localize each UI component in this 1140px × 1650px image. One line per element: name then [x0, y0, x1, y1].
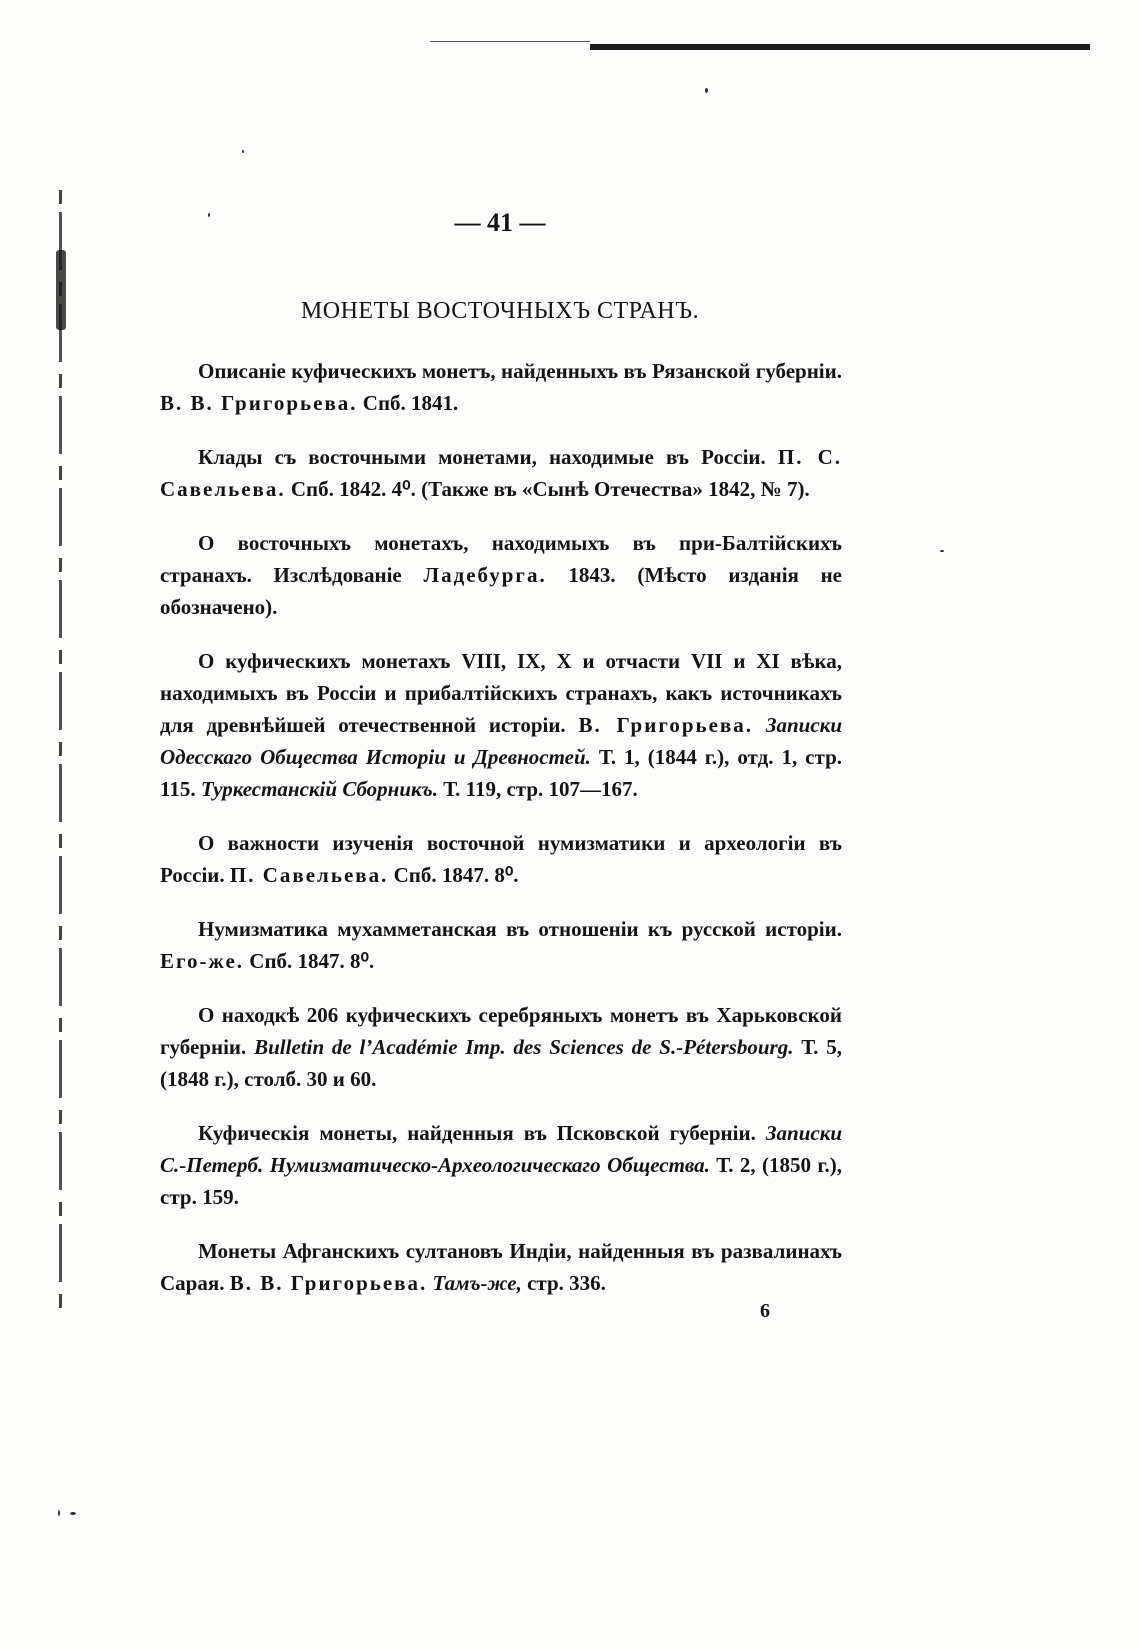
entry-details: Спб. 1842. 4⁰. (Также въ «Сынѣ Отечества» 1842, № 7). [290, 477, 810, 501]
entry-title: Клады съ восточными монетами, находимые въ Россіи. [198, 445, 766, 469]
scan-speck [58, 1510, 60, 1516]
entry-title: О куфическихъ монетахъ VIII, IX, X и отчасти VII и XI вѣка, находимыхъ въ Россіи и прибалтійскихъ странахъ, какъ источникахъ для древнѣйшей отечественной исторіи. [160, 649, 842, 737]
bibliography-entry [160, 1117, 842, 1213]
entry-details: стр. 336. [527, 1271, 606, 1295]
entry-title: Монеты Афганскихъ султановъ Индіи, найденныя въ развалинахъ Сарая. [160, 1239, 842, 1295]
entry-journal: Записки Одесскаго Общества Исторіи и Древностей. [160, 713, 842, 769]
entry-details: Спб. 1841. [362, 391, 459, 415]
binding-gutter-marks [59, 190, 62, 1310]
top-thin-rule [430, 41, 590, 42]
entry-details: 1843. (Мѣсто изданія не обозначено). [160, 563, 843, 619]
bibliography-entry [160, 913, 842, 977]
bibliography-entry [160, 527, 842, 623]
entry-title: О восточныхъ монетахъ, находимыхъ въ при-Балтійскихъ странахъ. Изслѣдованіе [160, 531, 842, 587]
entry-details: Т. 119, стр. 107—167. [443, 777, 638, 801]
entry-title: О находкѣ 206 куфическихъ серебряныхъ монетъ въ Харьковской губерніи. [160, 1003, 842, 1059]
bibliography-entry [160, 645, 842, 805]
entry-details: Т. 2, (1850 г.), стр. 159. [160, 1153, 843, 1209]
entry-author: Ладебурга. [423, 563, 547, 587]
entry-author: Его-же. [160, 949, 245, 973]
entry-author: П. Савельева. [229, 863, 389, 887]
section-title: МОНЕТЫ ВОСТОЧНЫХЪ СТРАНЪ. [300, 298, 700, 324]
bibliography-entry [160, 827, 842, 891]
scan-speck [705, 88, 708, 93]
page-number: — 41 — [454, 208, 546, 237]
entry-details: Т. 1, (1844 г.), отд. 1, стр. 115. [160, 745, 842, 801]
entry-title: О важности изученія восточной нумизматики и археологіи въ Россіи. [160, 831, 842, 887]
entry-journal: Bulletin de l’Académie Imp. des Sciences de S.-Pétersbourg. [254, 1035, 794, 1059]
bibliography-entry [160, 355, 842, 419]
bibliography-entry [160, 1235, 842, 1299]
entry-author: П. С. Савельева. [160, 445, 843, 501]
scan-speck [940, 550, 944, 552]
entry-journal: Тамъ-же, [432, 1271, 522, 1295]
scan-speck [242, 150, 244, 153]
top-rule [590, 44, 1090, 50]
entry-title: Нумизматика мухамметанская въ отношеніи къ русской исторіи. [198, 917, 842, 941]
entry-journal: Туркестанскій Сборникъ. [200, 777, 438, 801]
bibliography-entry [160, 441, 842, 505]
bibliography-list [160, 355, 842, 1321]
entry-details: Т. 5, (1848 г.), столб. 30 и 60. [160, 1035, 843, 1091]
entry-details: Спб. 1847. 8⁰. [393, 863, 519, 887]
bibliography-entry [160, 999, 842, 1095]
entry-journal: Записки С.-Петерб. Нумизматическо-Археологическаго Общества. [160, 1121, 843, 1177]
scan-speck [70, 1512, 76, 1515]
entry-author: В. В. Григорьева. [229, 1271, 428, 1295]
entry-title: Куфическія монеты, найденныя въ Псковской губерніи. [198, 1121, 756, 1145]
signature-mark: 6 [760, 1300, 770, 1322]
entry-title: Описаніе куфическихъ монетъ, найденныхъ въ Рязанской губерніи. [198, 359, 842, 383]
entry-author: В. Григорьева. [578, 713, 754, 737]
scan-speck [208, 213, 210, 217]
entry-details: Спб. 1847. 8⁰. [249, 949, 375, 973]
entry-author: В. В. Григорьева. [160, 391, 358, 415]
